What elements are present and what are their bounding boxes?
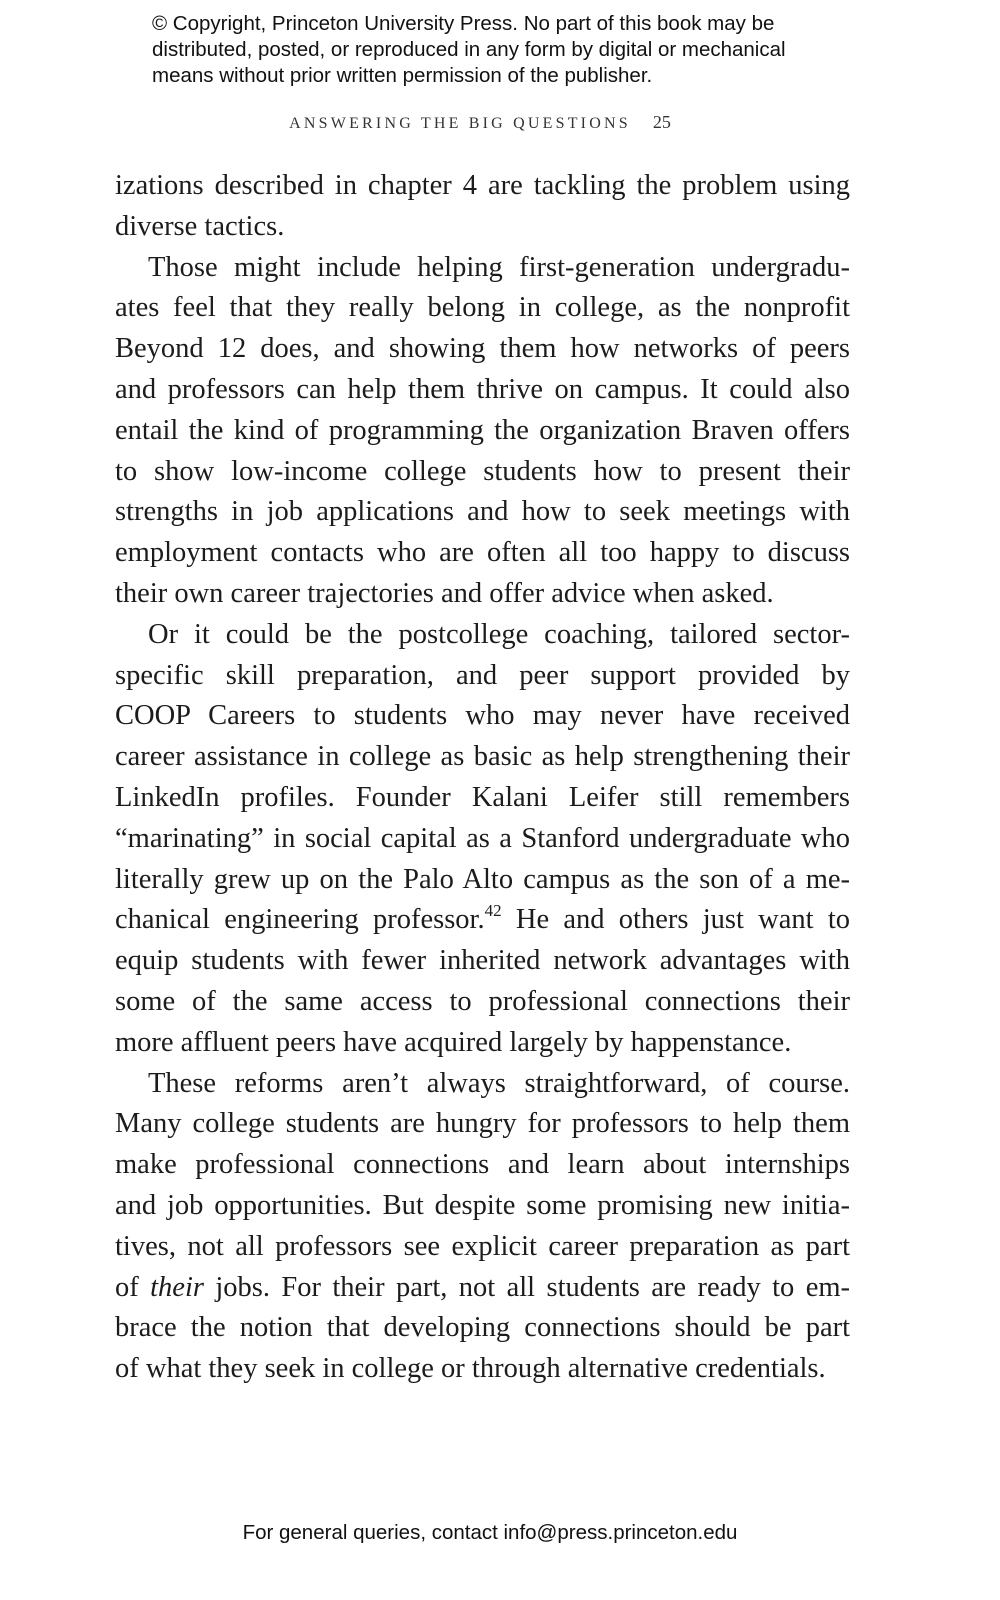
text-line: Or it could be the postcollege coaching, tailored sector- (148, 618, 850, 650)
text-line: employment contacts who are often all too happy to discuss (115, 537, 850, 569)
copyright-line: distributed, posted, or reproduced in any form by digital or mechanical (152, 38, 786, 61)
text-line: entail the kind of programming the organization Braven offers (115, 414, 850, 446)
copyright-notice (152, 11, 786, 89)
text-line: of what they seek in college or through alternative credentials. (115, 1353, 826, 1385)
text-line: These reforms aren’t always straightforward, of course. (148, 1067, 850, 1099)
text-line: LinkedIn profiles. Founder Kalani Leifer still remembers (115, 781, 850, 813)
text-line (115, 900, 850, 941)
footer-contact: For general queries, contact info@press.princeton.edu (242, 1521, 738, 1544)
text-line: Those might include helping first-generation undergradu- (148, 251, 850, 283)
text-line: to show low-income college students how to present their (115, 455, 850, 487)
paragraph (115, 166, 850, 248)
text-line: brace the notion that developing connections should be part (115, 1312, 850, 1344)
text-line: more affluent peers have acquired largely by happenstance. (115, 1026, 792, 1058)
text-line: their own career trajectories and offer advice when asked. (115, 577, 774, 609)
text-line: diverse tactics. (115, 210, 285, 242)
text-segment: He and others just want to (501, 904, 850, 936)
text-line: ates feel that they really belong in college, as the nonprofit (115, 292, 850, 324)
text-line: COOP Careers to students who may never have received (115, 700, 850, 732)
footnote-ref: 42 (484, 901, 502, 921)
text-line: equip students with fewer inherited network advantages with (115, 945, 850, 977)
text-line: tives, not all professors see explicit career preparation as part (115, 1230, 850, 1262)
text-line: strengths in job applications and how to seek meetings with (115, 496, 850, 528)
paragraph (115, 248, 850, 615)
text-line: Beyond 12 does, and showing them how networks of peers (115, 333, 850, 365)
paragraph (115, 1064, 850, 1390)
page-number: 25 (652, 112, 671, 132)
text-segment: chanical engineering professor. (115, 904, 485, 936)
running-head-title: ANSWERING THE BIG QUESTIONS (289, 115, 631, 132)
italic-text: their (150, 1271, 204, 1303)
text-line: and job opportunities. But despite some promising new initia- (115, 1189, 850, 1221)
text-line: Many college students are hungry for professors to help them (115, 1108, 850, 1140)
text-line: make professional connections and learn about internships (115, 1149, 850, 1181)
text-line: literally grew up on the Palo Alto campus as the son of a me- (115, 863, 850, 895)
paragraph (115, 615, 850, 1064)
text-line: specific skill preparation, and peer support provided by (115, 659, 850, 691)
copyright-line: means without prior written permission of the publisher. (152, 64, 653, 87)
text-line (115, 1268, 850, 1309)
text-segment: of (115, 1271, 151, 1303)
text-segment: jobs. For their part, not all students are ready to em- (203, 1271, 851, 1303)
text-line: career assistance in college as basic as help strengthening their (115, 741, 850, 773)
text-line: “marinating” in social capital as a Stanford undergraduate who (115, 822, 850, 854)
copyright-line: © Copyright, Princeton University Press. No part of this book may be (152, 12, 775, 35)
text-line: and professors can help them thrive on campus. It could also (115, 373, 850, 405)
running-head (0, 112, 960, 133)
body-text (115, 166, 850, 1390)
text-line: some of the same access to professional connections their (115, 985, 850, 1017)
text-line: izations described in chapter 4 are tackling the problem using (115, 170, 850, 201)
